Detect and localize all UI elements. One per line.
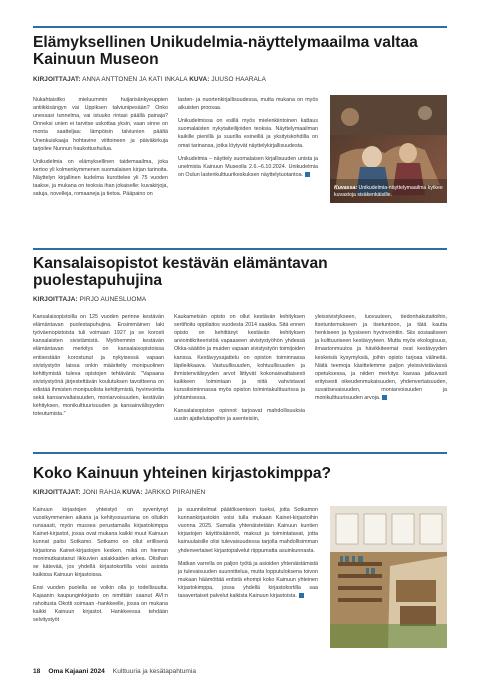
paragraph: Ensi vuoden puolella se voikin olla jo todellisuutta. Kajaanin kaupunginkirjasto on nimittäin saanut AVI:n rahoitusta Okotti soimaan -hankkeelle, jossa on mukana kaikki Kainuun kirjastot. Hankkeessa tehdään selvitystyöt: [33, 584, 168, 624]
article-body: [33, 313, 447, 428]
text-column: [33, 96, 168, 203]
section-name: Kulttuuria ja kesätapahtumia: [112, 668, 197, 675]
paragraph: Unikudelmissa on esillä myös mielenkiintoinen kattaus suomalaisten nykytaiteilijoiden teoksia. Näyttelymaailman kaikille pienillä ja suurilla esineillä ja yksityiskohdilla on omat tarinansa, jotka löytyvät näyttelykirjallisuudesta.: [178, 118, 318, 149]
photographer: JARKKO PIIRAINEN: [144, 489, 206, 496]
end-mark: [305, 172, 310, 177]
paragraph: Kansalaisopiston opinnot tarjoavat mahdollisuuksia uusiin ajattelutapoihin ja asenteisiin,: [174, 408, 305, 423]
paragraph-text: Unikudelmia – näyttely suomalaisen kirjallisuuden unista ja unelmista Kainuun Museolla 2.6.–6.10.2024. Unikudelmia on Oulun lastenkulttuurikeskuksen näyttelytuotantoa.: [178, 155, 318, 178]
paragraph: Nukahtaisitko mieluummin huijarisänkyeuppien antiikkisängyn vai Uppiksen talviunipesään? Onko unessasi tunnelma, vai istuuko rintasi päällä painaja? Onneksi unien ei tarvitse uskottaa yksin, vaan sinne on monta saatteljaa: lämpöisin talviunien päältä Unenkuiskaaja hohtavine viittoineen ja päiväkirkuja tarjoilee Nunnun haukottushuilua.: [33, 97, 168, 152]
photo-label: KUVA:: [122, 489, 143, 496]
paragraph: [178, 560, 318, 601]
caption-label: Kuvassa:: [334, 184, 358, 191]
paragraph-text: Matkan varrella on paljon työtä ja asioiden yhtenäistämistä ja tulevaisuuden suunnittelua, mutta lopputuloksena toivon mukaan häämöttää entistä ehompi koko Kainuun yhteinen kirjastokimppa, jossa yhdellä kirjastokortilla saa tasavertaiset palvelut kaikista Kainuun kirjastoista.: [178, 560, 318, 600]
section-rule: [33, 452, 447, 454]
exhibition-photo: [330, 95, 447, 203]
paragraph-text: yleissivistykseen, luovuuteen, tiedonhakutaitoihin, itsetuntemukseen ja itsetuntoon, ja tätä kautta henkiseen ja fyysiseen hyvinvointiin. Siis sosiaaliseen ja kulttuuriseen kestävyyteen. Mutta myös ekologisuus, ilmastonmuutos ja hävikkiteemat ovat kestävyyden keskeisiä kysymyksiä, joihin opisto tarjoaa välineitä. Näitä teemoja käsittelemme paljon yleissivistävässä opetuksessa, ja niiden merkitys kasvaa jatkuvasti erityisesti oikeudenmukaisuuden, yhdenvertaisuuden, suvaitsevaisuuden, moniarvoisuuden ja monikulttuurisuuden arvoja.: [315, 314, 447, 402]
byline: [33, 76, 447, 83]
paragraph: Kaukametsän opisto on ollut kestävän kehityksen sertifioitu oppilaitos vuodesta 2014 saakka. Sitä ennen opisto on kehittänyt kestävän kehityksen arviointikriteeristöä vapaaseen sivistystyöhön yhdessä Okka-säätiön ja muiden vapaan sivistystyön toimijoiden kanssa. Kestävyysajattelu on opiston toiminnassa läpileikkaava. Vastuullisuuden, kohtuullisuuden ja ihmistenvälisyyden arvot liittyvät kokonaisvaltaisesti kaikkeen toimintaan ja niitä vahvistavat kurssitoiminnassa myös opiston toimintakulttuurissa ja johtamisessa.: [174, 314, 305, 402]
article-title: Elämyksellinen Unikudelmia-näyttelymaailma valtaa Kainuun Museon: [33, 34, 418, 69]
paragraph: [178, 155, 318, 179]
photo-label: KUVA:: [189, 76, 210, 83]
byline-label: KIRJOITTAJAT:: [33, 489, 81, 496]
byline-authors: ANNA ANTTONEN JA KATI INKALA: [82, 76, 188, 83]
byline-authors: JONI RAHJA: [82, 489, 121, 496]
article-title: Koko Kainuun yhteinen kirjastokimppa?: [33, 465, 332, 482]
article-title: Kansalaisopistot kestävän elämäntavan puolestapuhujina: [33, 255, 328, 290]
library-illustration: [330, 506, 447, 648]
section-rule: [33, 26, 447, 28]
byline-label: KIRJOITTAJAT:: [33, 76, 81, 83]
text-column: [315, 313, 447, 428]
section-rule: [33, 248, 447, 250]
article-body: [33, 96, 318, 203]
paragraph: ja suunnitelmat päätöksenteon tueksi, jotta Sotkamon kunnankirjastokin voisi tulla mukaan Kainet-kirjastoihin vuonna 2025. Samalla yhtenäistetään Kainuun kuntien kirjastojen käyttösäännöt, maksut ja toimintatavat, jotta kainuulaisille olisi tulevaisuudessa tarjolla mahdollisimman yhdenvertaiset kirjastopalvelut riippumatta asuinkunnasta.: [178, 507, 318, 554]
page-footer: [33, 668, 196, 675]
magazine-name: Oma Kajaani 2024: [48, 668, 105, 675]
photographer: JUUSO HAARALA: [211, 76, 266, 83]
caption-text: Unikudelmia-näyttelymaailma kytkee kuvastoja sisäkenkäisille.: [334, 184, 443, 198]
end-mark: [382, 395, 387, 400]
paragraph: [315, 313, 447, 402]
text-column: [178, 506, 318, 630]
byline: [33, 489, 447, 496]
library-photo: [330, 506, 447, 648]
photo-caption: [334, 185, 443, 199]
byline-authors: PIRJO AUNESLUOMA: [79, 296, 147, 303]
text-column: [33, 506, 168, 630]
byline: [33, 296, 447, 303]
byline-label: KIRJOITTAJA:: [33, 296, 78, 303]
text-column: [174, 313, 305, 428]
page-number: 18: [33, 668, 41, 675]
paragraph: lasten- ja nuortenkirjallisuudessa, mutta mukana on myös aikuisten proosaa.: [178, 97, 318, 112]
text-column: [178, 96, 318, 203]
article-body: [33, 506, 318, 630]
paragraph: Kainuun kirjastojen yhteistyö on syventynyt vuosikymmenien aikana ja kehityssuuntana on ollutkin runsaasti, myön mussea perustamalla kirjastokimppa Kainet-kirjastot, jossa ovat mukana kaikki muut Kainuun kunnat paitsi Sotkamo. Sotkamo on ollut erillisenä kirjastona Kainet-kirjastojen kesken, mikä on hieman monimutkaistanut likkuvien asiakkaiden arkea. Olisihan se kätevää, jos yhdellä kirjastokortilla voisi asioida kaikissa Kainuun kirjastoissa.: [33, 507, 168, 578]
paragraph: Kansalaisopistoilla on 125 vuoden perinne kestävän elämäntavan puolestapuhujina. Ensimmäinen laki työväenopistoista tuli voimaan 1927 ja se korosti kansalaisten sivistämistä. Myöhemmin kestävän elämäntavan merkitys on kansalaisopistoissa entisestään korostunut ja nykyisessä vapaan sivistystyön laissa onkin määritelty monipuolinen kehittymistä tuleva opistojen tehtävänä: "Vapaana sivistystyönä järjestettävän koulutuksen tavoitteena on edistää ihmisten monipuolista kehittymistä, hyvinvointia sekä kansanvaltaisuuden, moniarvoisuuden, kestävän kehityksen, monikulttuurisuuden ja kansainvälisyyden toteutumista.": [33, 314, 164, 418]
text-column: [33, 313, 164, 428]
paragraph: Unikudelmia on elämyksellinen taidemaailma, joka kertoo yli kolmenkymmenen suomalaisen kirjan tarinoita. Näyttelyn kirjallinen kudelma kurottelee yli 75 vuoden taakse, ja mukana on teoksia ihan jokaiselle: kuvakirjoja, satuja, novelleja, romaaneja ja tietoa. Pääpaino on: [33, 158, 168, 198]
end-mark: [299, 593, 304, 598]
